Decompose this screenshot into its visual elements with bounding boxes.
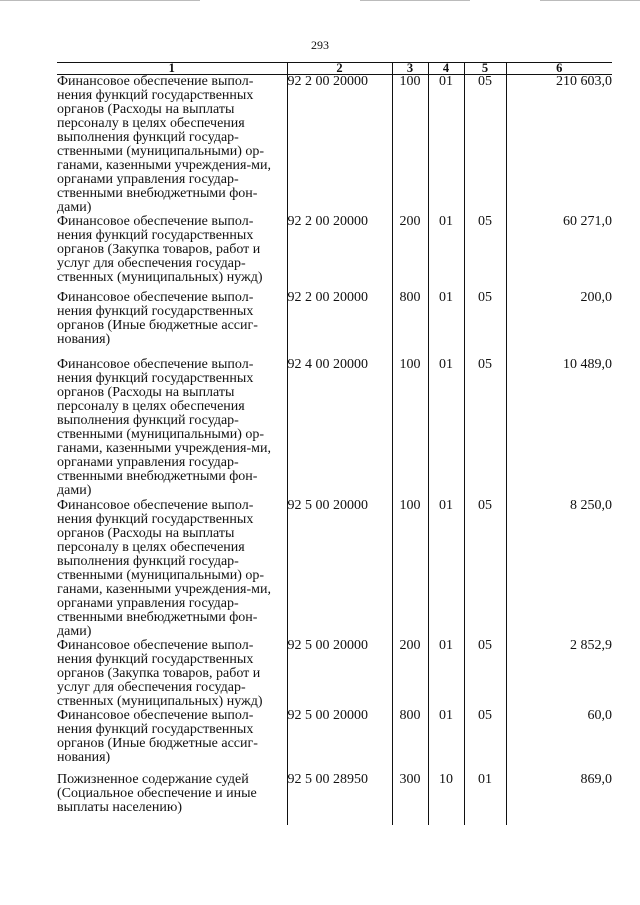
section-code: 01: [428, 358, 464, 499]
target-code: 92 5 00 20000: [287, 639, 392, 709]
header-row: [57, 63, 612, 75]
expense-name: Финансовое обеспечение выпол-нения функций государственных органов (Расходы на выплаты персоналу в целях обеспечения выполнения функций государ-ственными (муниципальными) ор-ганами, казенными учреждения-ми, органами управления государ-ственными внебюджетными фон-дами): [57, 498, 272, 639]
expense-type: 100: [392, 499, 428, 639]
scan-edge-line: [540, 0, 640, 1]
subsection-code: 05: [464, 215, 506, 291]
table-row: [57, 358, 612, 499]
column-header: 5: [464, 63, 506, 75]
subsection-code: 05: [464, 291, 506, 358]
target-code: 92 5 00 20000: [287, 499, 392, 639]
amount: 200,0: [506, 291, 612, 358]
amount: 210 603,0: [506, 75, 612, 216]
target-code: 92 2 00 20000: [287, 291, 392, 358]
budget-table: [57, 62, 612, 825]
column-header: 3: [392, 63, 428, 75]
expense-name: Финансовое обеспечение выпол-нения функций государственных органов (Расходы на выплаты персоналу в целях обеспечения выполнения функций государ-ственными (муниципальными) ор-ганами, казенными учреждения-ми, органами управления государ-ственными внебюджетными фон-дами): [57, 357, 272, 498]
column-header: 6: [506, 63, 612, 75]
target-code: 92 5 00 28950: [287, 773, 392, 825]
amount: 869,0: [506, 773, 612, 825]
section-code: 01: [428, 75, 464, 216]
subsection-code: 05: [464, 75, 506, 216]
expense-type: 800: [392, 291, 428, 358]
amount: 60 271,0: [506, 215, 612, 291]
table-row: [57, 773, 612, 825]
scan-edge-line: [0, 0, 200, 1]
subsection-code: 05: [464, 358, 506, 499]
column-header: 1: [57, 63, 287, 75]
expense-type: 200: [392, 215, 428, 291]
section-code: 01: [428, 291, 464, 358]
amount: 2 852,9: [506, 639, 612, 709]
expense-name: Финансовое обеспечение выпол-нения функций государственных органов (Закупка товаров, работ и услуг для обеспечения государ-ственных (муниципальных) нужд): [57, 638, 263, 709]
table-row: [57, 291, 612, 358]
subsection-code: 01: [464, 773, 506, 825]
table-row: [57, 639, 612, 709]
target-code: 92 4 00 20000: [287, 358, 392, 499]
scan-edge-line: [360, 0, 470, 1]
section-code: 01: [428, 215, 464, 291]
expense-name: Финансовое обеспечение выпол-нения функций государственных органов (Иные бюджетные ассиг-нования): [57, 290, 258, 347]
amount: 8 250,0: [506, 499, 612, 639]
subsection-code: 05: [464, 639, 506, 709]
expense-type: 100: [392, 358, 428, 499]
section-code: 01: [428, 499, 464, 639]
expense-type: 800: [392, 709, 428, 773]
subsection-code: 05: [464, 709, 506, 773]
expense-type: 100: [392, 75, 428, 216]
section-code: 01: [428, 639, 464, 709]
expense-name: Финансовое обеспечение выпол-нения функций государственных органов (Расходы на выплаты персоналу в целях обеспечения выполнения функций государ-ственными (муниципальными) ор-ганами, казенными учреждения-ми, органами управления государ-ственными внебюджетными фон-дами): [57, 74, 272, 215]
column-header: 2: [287, 63, 392, 75]
page-number: 293: [311, 38, 329, 52]
amount: 10 489,0: [506, 358, 612, 499]
subsection-code: 05: [464, 499, 506, 639]
expense-type: 300: [392, 773, 428, 825]
table-row: [57, 709, 612, 773]
expense-type: 200: [392, 639, 428, 709]
expense-name: Пожизненное содержание судей (Социальное обеспечение и иные выплаты населению): [57, 772, 257, 815]
section-code: 10: [428, 773, 464, 825]
expense-name: Финансовое обеспечение выпол-нения функций государственных органов (Иные бюджетные ассиг-нования): [57, 708, 258, 765]
table-row: [57, 215, 612, 291]
target-code: 92 2 00 20000: [287, 215, 392, 291]
amount: 60,0: [506, 709, 612, 773]
table-row: [57, 499, 612, 639]
column-header: 4: [428, 63, 464, 75]
target-code: 92 2 00 20000: [287, 75, 392, 216]
table-row: [57, 75, 612, 216]
expense-name: Финансовое обеспечение выпол-нения функций государственных органов (Закупка товаров, работ и услуг для обеспечения государ-ственных (муниципальных) нужд): [57, 214, 263, 285]
section-code: 01: [428, 709, 464, 773]
target-code: 92 5 00 20000: [287, 709, 392, 773]
